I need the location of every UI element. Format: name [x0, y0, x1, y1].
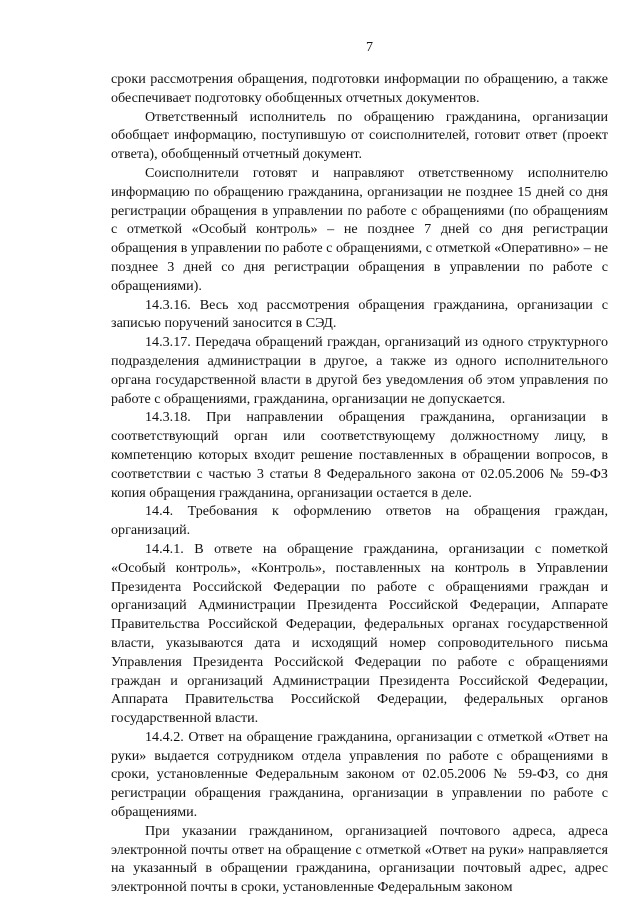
paragraph: 14.4.2. Ответ на обращение гражданина, организации с отметкой «Ответ на руки» выдается сотрудником отдела управления по работе с обращениями в сроки, установленные Федеральным законом от 02.05.2006 № 59-ФЗ, со дня регистрации обращения гражданина, организации в управлении по работе с обращениями. — [111, 728, 608, 821]
paragraph: 14.3.16. Весь ход рассмотрения обращения гражданина, организации с записью поручений заносится в СЭД. — [111, 296, 608, 332]
document-body — [111, 70, 608, 897]
paragraph: 14.3.18. При направлении обращения гражданина, организации в соответствующий орган или соответствующему должностному лицу, в компетенцию которых входит решение поставленных в обращении вопросов, в соответствии с частью 3 статьи 8 Федерального закона от 02.05.2006 № 59-ФЗ копия обращения гражданина, организации остается в деле. — [111, 409, 608, 501]
paragraph: 14.3.17. Передача обращений граждан, организаций из одного структурного подразделения администрации в другое, а также из одного исполнительного органа государственной власти в другой без уведомления об этом управления по работе с обращениями, гражданина, организации не допускается. — [111, 334, 608, 407]
paragraph: При указании гражданином, организацией почтового адреса, адреса электронной почты ответ на обращение с отметкой «Ответ на руки» направляется на указанный в обращении гражданина, организации почтовый адрес, адрес электронной почты в сроки, установленные Федеральным законом — [111, 822, 608, 896]
paragraph: сроки рассмотрения обращения, подготовки информации по обращению, а также обеспечивает подготовку обобщенных отчетных документов. — [111, 71, 608, 106]
paragraph: 14.4. Требования к оформлению ответов на обращения граждан, организаций. — [111, 503, 608, 539]
paragraph: Ответственный исполнитель по обращению гражданина, организации обобщает информацию, поступившую от соисполнителей, готовит ответ (проект ответа), обобщенный отчетный документ. — [111, 108, 608, 163]
paragraph: Соисполнители готовят и направляют ответственному исполнителю информацию по обращению гражданина, организации не позднее 15 дней со дня регистрации обращения в управлении по работе с обращениями (по обращениям с отметкой «Особый контроль» – не позднее 7 дней со дня регистрации обращения в управлении по работе с обращениями, с отметкой «Оперативно» – не позднее 3 дней со дня регистрации обращения в управлении по работе с обращениями). — [111, 164, 608, 294]
paragraph: 14.4.1. В ответе на обращение гражданина, организации с пометкой «Особый контроль», «Контроль», поставленных на контроль в Управлении Президента Российской Федерации по работе с обращениями граждан и организаций Администрации Президента Российской Федерации, Аппарате Правительства Российской Федерации, федеральных органах государственной власти, указываются дата и исходящий номер сопроводительного письма Управления Президента Российской Федерации по работе с обращениями граждан и организаций Администрации Президента Российской Федерации, Аппарата Правительства Российской Федерации, федеральных органов государственной власти. — [111, 540, 608, 727]
page-number: 7 — [366, 40, 373, 55]
